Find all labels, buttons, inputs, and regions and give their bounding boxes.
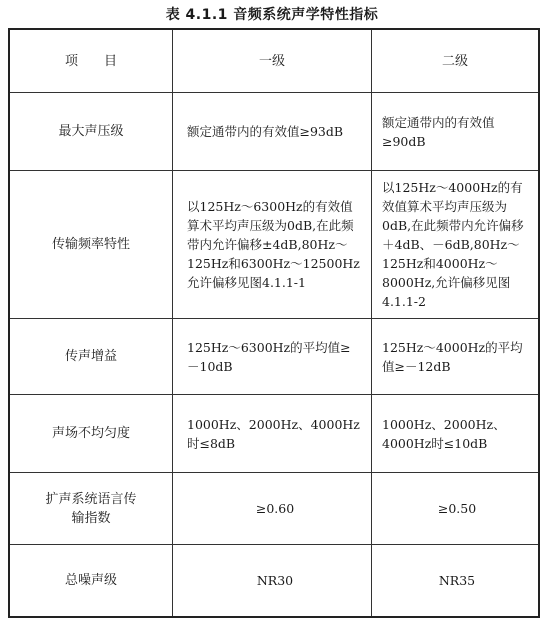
header-level1: 一级 — [173, 29, 372, 93]
row-level2-value: 额定通带内的有效值≥90dB — [372, 93, 540, 171]
row-level1-value: NR30 — [173, 545, 372, 617]
row-level2-value: 125Hz～4000Hz的平均值≥－12dB — [372, 319, 540, 395]
row-level1-value: 额定通带内的有效值≥93dB — [173, 93, 372, 171]
row-label: 声场不均匀度 — [9, 395, 173, 473]
header-item: 项目 — [9, 29, 173, 93]
row-label: 总噪声级 — [9, 545, 173, 617]
table-row — [9, 545, 539, 617]
row-level1-value: 1000Hz、2000Hz、4000Hz时≤8dB — [173, 395, 372, 473]
row-level2-value: 以125Hz～4000Hz的有效值算术平均声压级为0dB,在此频带内允许偏移＋4dB、－6dB,80Hz～125Hz和4000Hz～8000Hz,允许偏移见图4.1.1-2 — [372, 171, 540, 319]
row-label: 传输频率特性 — [9, 171, 173, 319]
table-row — [9, 93, 539, 171]
row-label: 扩声系统语言传输指数 — [9, 473, 173, 545]
row-level1-value: 以125Hz～6300Hz的有效值算术平均声压级为0dB,在此频带内允许偏移±4dB,80Hz～125Hz和6300Hz～12500Hz允许偏移见图4.1.1-1 — [173, 171, 372, 319]
acoustic-spec-table — [8, 28, 540, 618]
row-label: 传声增益 — [9, 319, 173, 395]
row-level2-value: 1000Hz、2000Hz、4000Hz时≤10dB — [372, 395, 540, 473]
row-level1-value: ≥0.60 — [173, 473, 372, 545]
table-caption: 表 4.1.1 音频系统声学特性指标 — [165, 7, 379, 23]
header-level2: 二级 — [372, 29, 540, 93]
table-row — [9, 395, 539, 473]
row-level2-value: ≥0.50 — [372, 473, 540, 545]
table-row — [9, 171, 539, 319]
row-level1-value: 125Hz～6300Hz的平均值≥－10dB — [173, 319, 372, 395]
table-row — [9, 319, 539, 395]
table-row — [9, 473, 539, 545]
row-level2-value: NR35 — [372, 545, 540, 617]
row-label: 最大声压级 — [9, 93, 173, 171]
table-header-row — [9, 29, 539, 93]
